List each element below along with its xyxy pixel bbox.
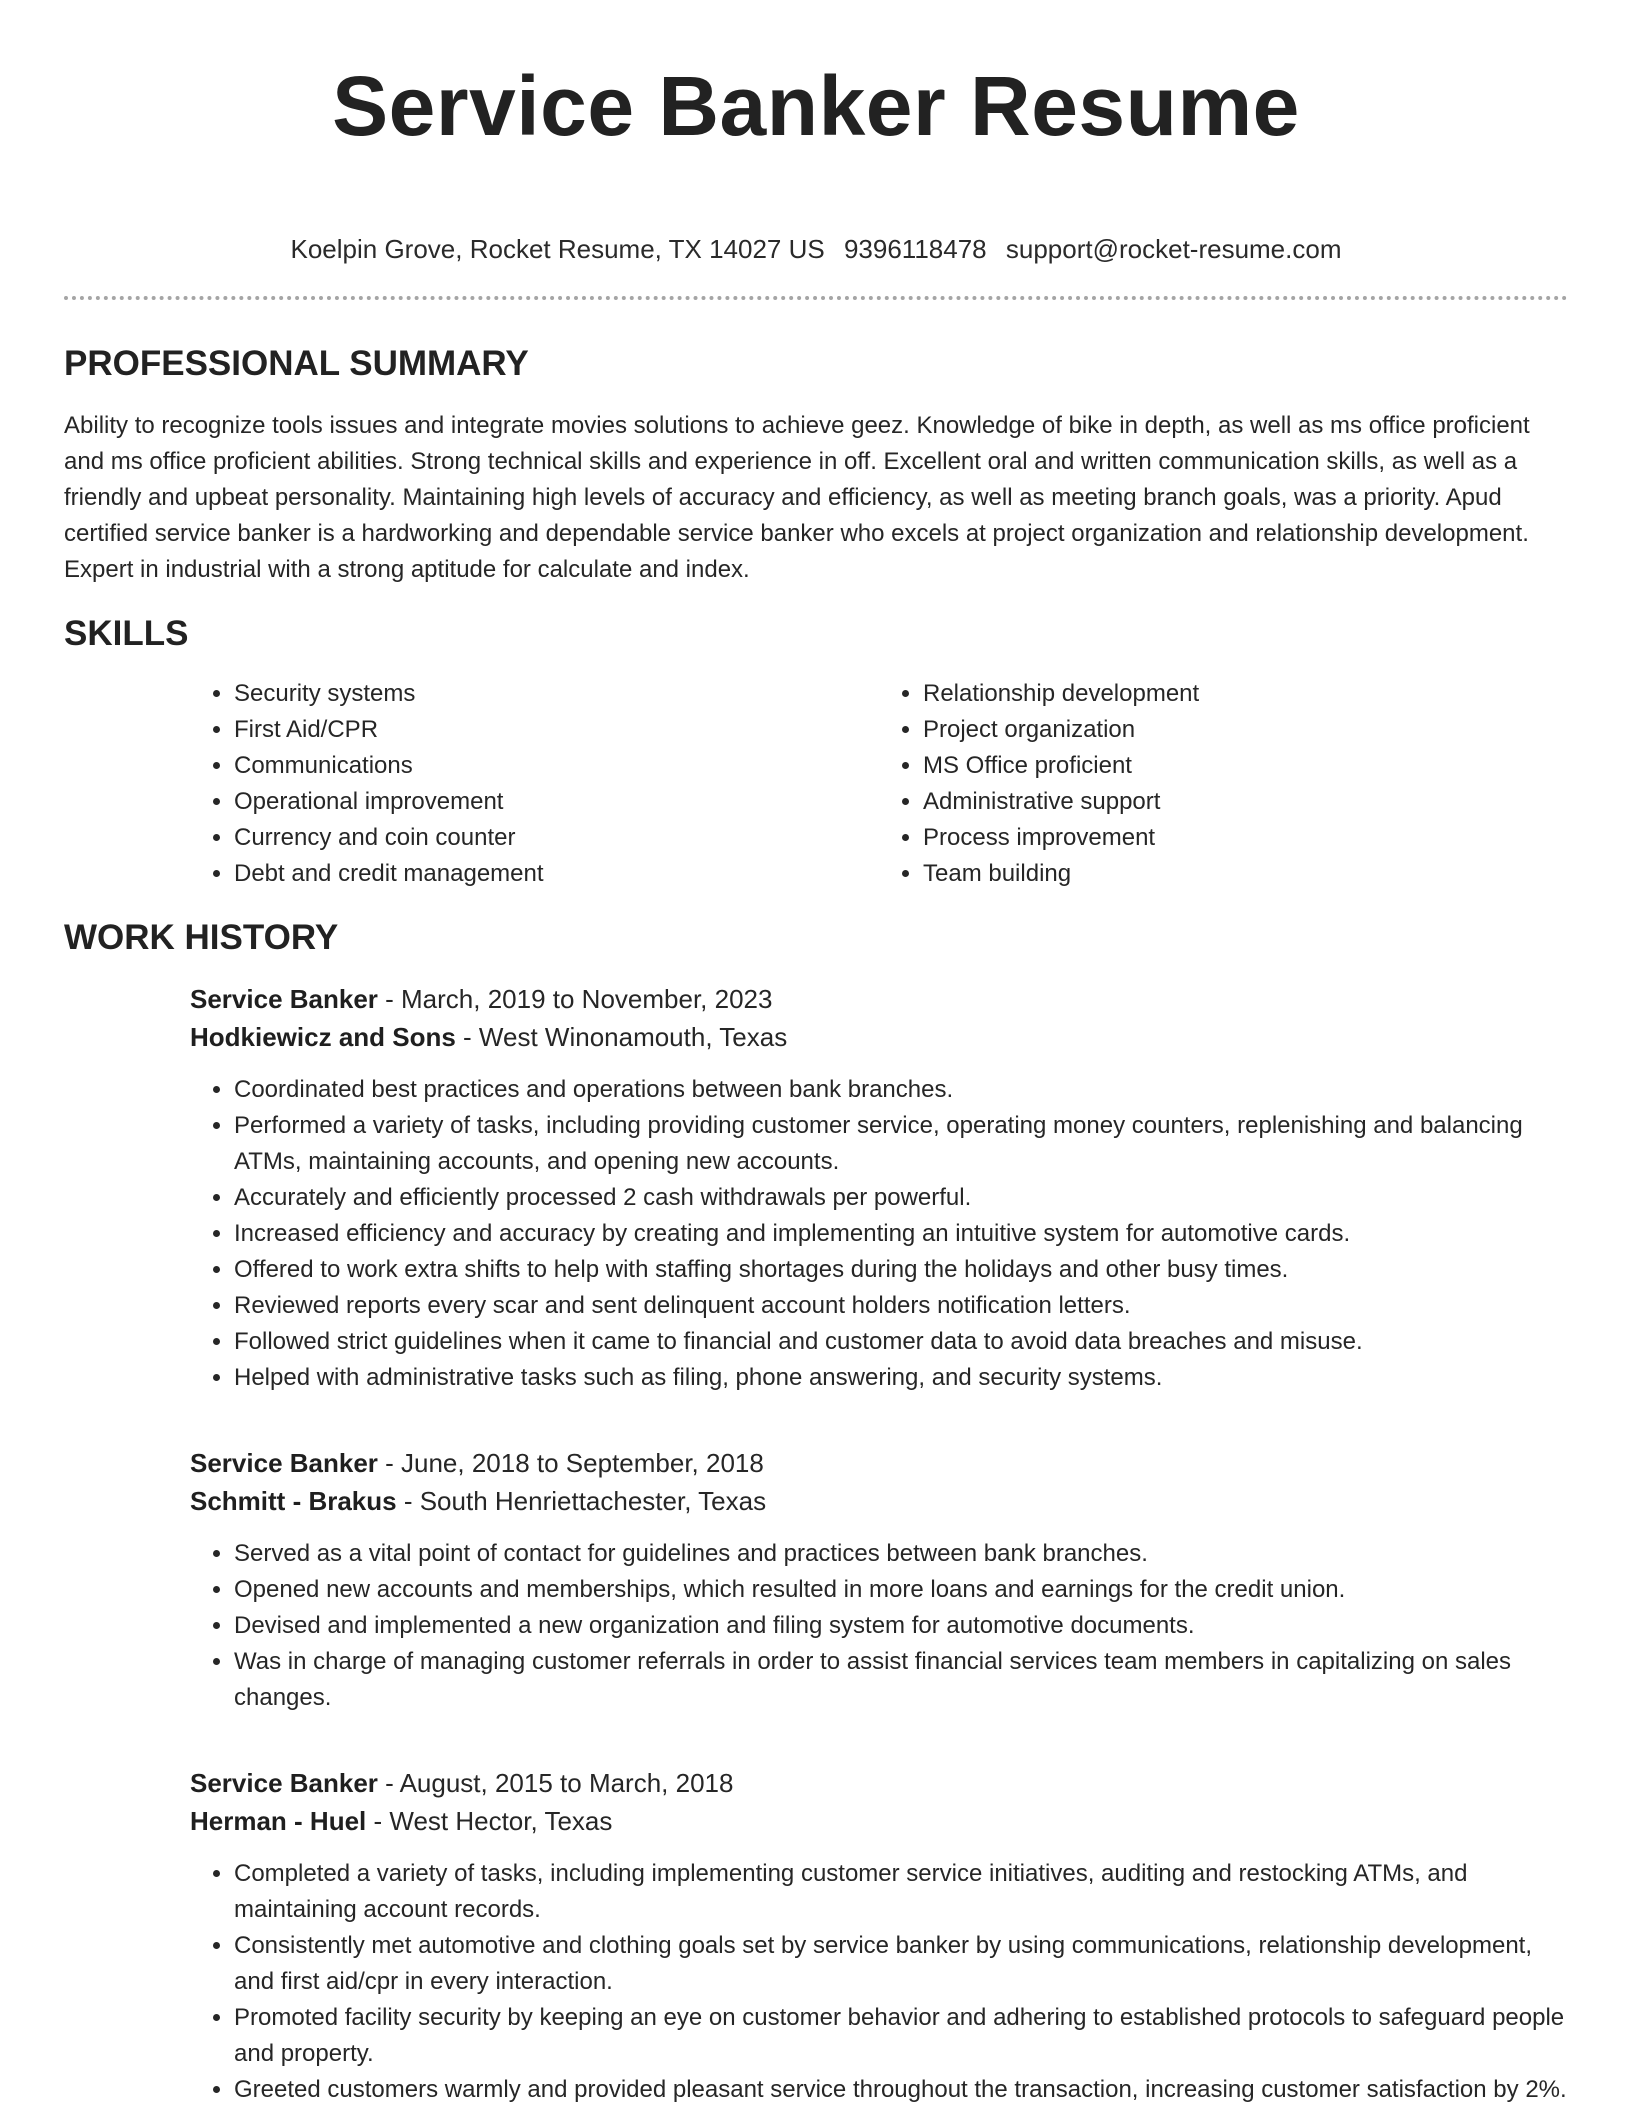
job-title: Service Banker [190,984,378,1014]
job-dates: - June, 2018 to September, 2018 [377,1448,764,1478]
skill-item: • Currency and coin counter [234,820,879,856]
summary-heading: PROFESSIONAL SUMMARY [64,344,529,383]
job-bullet: • Coordinated best practices and operations between bank branches. [234,1072,1568,1108]
job-company-line [190,1482,1568,1520]
job-dates: - August, 2015 to March, 2018 [377,1768,734,1798]
skill-item: • Process improvement [923,820,1568,856]
job-bullet: • Followed strict guidelines when it came to financial and customer data to avoid data breaches and misuse. [234,1324,1568,1360]
job-bullet: • Promoted facility security by keeping an eye on customer behavior and adhering to established protocols to safeguard people and property. [234,2000,1568,2072]
job-company-line [190,1018,1568,1056]
job-title: Service Banker [190,1768,378,1798]
contact-address: Koelpin Grove, Rocket Resume, TX 14027 US [290,234,825,264]
job-company: Hodkiewicz and Sons [190,1022,456,1052]
job-bullets [190,1536,1568,1716]
resume-page [64,0,1568,2108]
job-bullet: • Performed a variety of tasks, including providing customer service, operating money counters, replenishing and balancing ATMs, maintaining accounts, and opening new accounts. [234,1108,1568,1180]
header-divider [64,296,1568,300]
resume-title: Service Banker Resume [332,59,1300,153]
job-title-line [190,980,1568,1018]
job-location: - West Winonamouth, Texas [455,1022,788,1052]
job-bullet: • Served as a vital point of contact for guidelines and practices between bank branches. [234,1536,1568,1572]
skills-column-right [879,676,1568,892]
contact-line [64,232,1568,266]
skill-item: • Debt and credit management [234,856,879,892]
job-location: - West Hector, Texas [366,1806,613,1836]
job-bullets [190,1072,1568,1396]
skill-item: • Relationship development [923,676,1568,712]
job-dates: - March, 2019 to November, 2023 [377,984,773,1014]
skill-item: • Communications [234,748,879,784]
skills-heading: SKILLS [64,614,189,653]
skill-item: • Security systems [234,676,879,712]
job-entry [190,1444,1568,1716]
contact-phone: 9396118478 [843,234,987,264]
work-history-heading: WORK HISTORY [64,918,339,957]
job-company: Schmitt - Brakus [190,1486,397,1516]
contact-email: support@rocket-resume.com [1005,234,1342,264]
job-bullet: • Consistently met automotive and clothing goals set by service banker by using communications, relationship development, and first aid/cpr in every interaction. [234,1928,1568,2000]
skill-item: • Administrative support [923,784,1568,820]
skill-item: • Operational improvement [234,784,879,820]
job-title-line [190,1444,1568,1482]
job-company-line [190,1802,1568,1840]
job-bullet: • Reviewed reports every scar and sent delinquent account holders notification letters. [234,1288,1568,1324]
job-bullet: • Accurately and efficiently processed 2 cash withdrawals per powerful. [234,1180,1568,1216]
job-bullets [190,1856,1568,2108]
summary-text: Ability to recognize tools issues and integrate movies solutions to achieve geez. Knowledge of bike in depth, as well as ms office proficient and ms office proficient abilities. Strong technical skills and experience in off. Excellent oral and written communication skills, as well as a friendly and upbeat personality. Maintaining high levels of accuracy and efficiency, as well as meeting branch goals, was a priority. Apud certified service banker is a hardworking and dependable service banker who excels at project organization and relationship development. Expert in industrial with a strong aptitude for calculate and index. [64,412,1530,583]
job-bullet: • Helped with administrative tasks such as filing, phone answering, and security systems. [234,1360,1568,1396]
job-entry [190,980,1568,1396]
skill-item: • MS Office proficient [923,748,1568,784]
job-bullet: • Was in charge of managing customer referrals in order to assist financial services team members in capitalizing on sales changes. [234,1644,1568,1716]
job-title-line [190,1764,1568,1802]
job-company: Herman - Huel [190,1806,367,1836]
job-bullet: • Completed a variety of tasks, including implementing customer service initiatives, auditing and restocking ATMs, and maintaining account records. [234,1856,1568,1928]
job-entry [190,1764,1568,2108]
work-history-list [64,980,1568,2108]
skill-item: • First Aid/CPR [234,712,879,748]
skills-list [190,676,1568,892]
job-location: - South Henriettachester, Texas [396,1486,767,1516]
skill-item: • Project organization [923,712,1568,748]
job-bullet: • Greeted customers warmly and provided pleasant service throughout the transaction, increasing customer satisfaction by 2%. [234,2072,1568,2108]
skill-item: • Team building [923,856,1568,892]
job-bullet: • Increased efficiency and accuracy by creating and implementing an intuitive system for automotive cards. [234,1216,1568,1252]
skills-column-left [190,676,879,892]
job-title: Service Banker [190,1448,378,1478]
job-bullet: • Devised and implemented a new organization and filing system for automotive documents. [234,1608,1568,1644]
job-bullet: • Offered to work extra shifts to help with staffing shortages during the holidays and other busy times. [234,1252,1568,1288]
job-bullet: • Opened new accounts and memberships, which resulted in more loans and earnings for the credit union. [234,1572,1568,1608]
